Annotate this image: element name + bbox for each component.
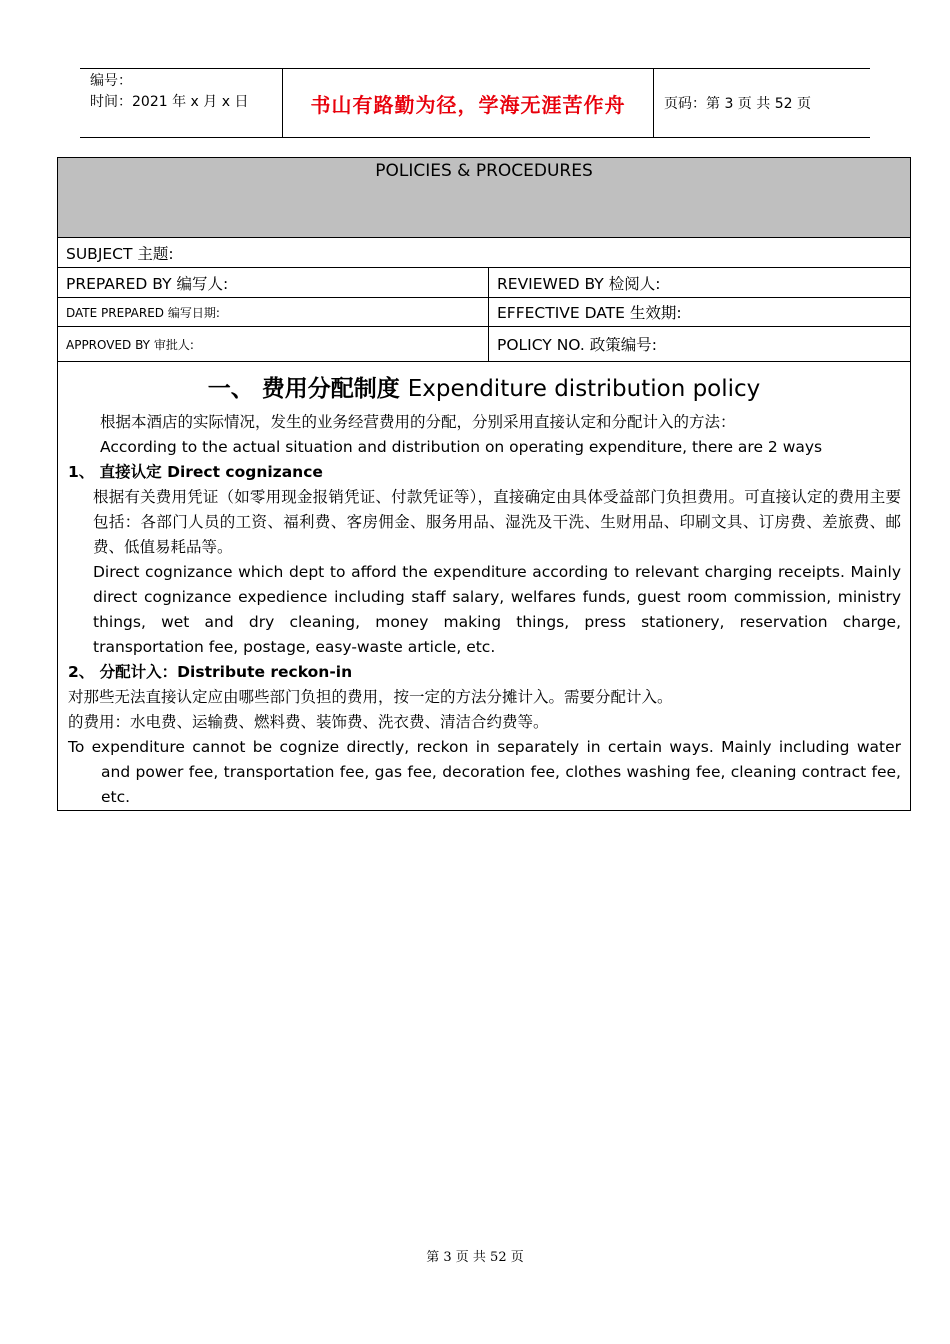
section1-cn: 根据有关费用凭证（如零用现金报销凭证、付款凭证等），直接确定由具体受益部门负担费用。可直接认定的费用主要包括：各部门人员的工资、福利费、客房佣金、服务用品、湿洗及干洗、生财用品、印刷文具、订房费、差旅费、邮费、低值易耗品等。 (93, 488, 901, 556)
section2-en (68, 735, 901, 810)
prepared-row (58, 268, 910, 298)
heading-en: Expenditure distribution policy (407, 376, 761, 402)
date-prepared-label: DATE PREPARED 编写日期: (66, 305, 220, 320)
page-header (80, 68, 870, 138)
prepared-by-label: PREPARED BY 编写人: (66, 274, 229, 293)
page-footer: 第 3 页 共 52 页 (426, 1250, 524, 1265)
policy-no-label: POLICY NO. 政策编号: (488, 327, 910, 361)
section2-title: 2、 分配计入：Distribute reckon-in (68, 663, 353, 681)
effective-date-label: EFFECTIVE DATE 生效期: (488, 298, 910, 326)
intro-cn: 根据本酒店的实际情况，发生的业务经营费用的分配，分别采用直接认定和分配计入的方法： (100, 413, 736, 431)
subject-label: SUBJECT 主题: (66, 244, 174, 263)
heading-cn: 一、 费用分配制度 (207, 376, 400, 402)
reviewed-by-label: REVIEWED BY 检阅人: (488, 268, 910, 297)
header-page-info: 页码：第 3 页 共 52 页 (664, 96, 811, 112)
header-meta (80, 69, 282, 137)
header-motto: 书山有路勤为径，学海无涯苦作舟 (282, 69, 654, 137)
section1-en: Direct cognizance which dept to afford the expenditure according to relevant charging receipts. Mainly direct cognizance expedience including staff salary, welfares funds, guest room commission, ministry things, wet and dry cleaning, money making things, press stationery, reservation charge, transportation fee, postage, easy-waste article, etc. (93, 563, 901, 656)
date-row (58, 298, 910, 327)
policy-form (57, 157, 911, 811)
section2-en-text: To expenditure cannot be cognize directly, reckon in separately in certain ways. Mainly including water and power fee, transportation fee, gas fee, decoration fee, clothes washing fee, cleaning contract fee, etc. (68, 738, 901, 806)
form-title: POLICIES & PROCEDURES (58, 158, 910, 238)
section-heading (58, 370, 910, 403)
number-label: 编号： (90, 73, 132, 89)
approved-by-label: APPROVED BY 审批人: (66, 337, 194, 352)
section2-cn2: 的费用：水电费、运输费、燃料费、装饰费、洗衣费、清洁合约费等。 (68, 713, 549, 731)
section2-cn1: 对那些无法直接认定应由哪些部门负担的费用，按一定的方法分摊计入。需要分配计入。 (68, 688, 673, 706)
time-label: 时间：2021 年 x 月 x 日 (90, 94, 249, 110)
intro-en: According to the actual situation and distribution on operating expenditure, there are 2 ways (100, 438, 823, 456)
subject-row (58, 238, 910, 268)
section1-title: 1、 直接认定 Direct cognizance (68, 463, 323, 481)
approved-row (58, 327, 910, 362)
